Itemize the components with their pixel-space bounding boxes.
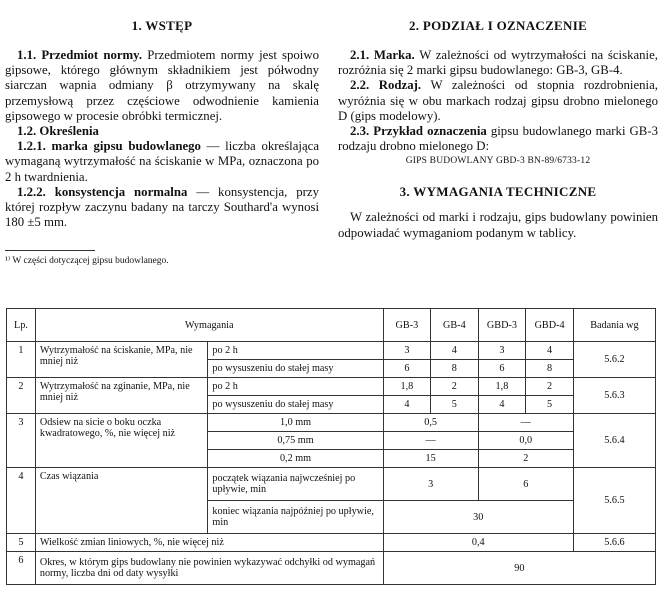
table-row xyxy=(7,552,656,585)
header-gb4: GB-4 xyxy=(431,309,478,342)
para-2-3-text: gipsu budowlanego marki GB-3 rodzaju drobno mielonego D: xyxy=(338,124,658,154)
header-lp: Lp. xyxy=(7,309,36,342)
condition: po 2 h xyxy=(208,378,383,396)
condition: po wysuszeniu do stałej masy xyxy=(208,360,383,378)
value-gbd4: 5 xyxy=(526,396,574,414)
value-gb: 3 xyxy=(383,468,478,501)
value-gb4: 2 xyxy=(431,378,478,396)
condition: koniec wiązania najpóźniej po upływie, min xyxy=(208,501,383,534)
value-gbd4: 8 xyxy=(526,360,574,378)
condition: po 2 h xyxy=(208,342,383,360)
value-gb3: 3 xyxy=(383,342,430,360)
para-1-2-1-bold: marka gipsu budowlanego xyxy=(51,139,201,154)
requirement-name: Odsiew na sicie o boku oczka kwadratowego, %, nie więcej niż xyxy=(35,414,208,468)
para-2-1-num: 2.1. xyxy=(350,48,370,62)
para-2-1-bold: Marka. xyxy=(373,48,415,62)
sieve-size: 0,2 mm xyxy=(208,450,383,468)
sieve-size: 1,0 mm xyxy=(208,414,383,432)
para-2-2 xyxy=(338,78,658,124)
para-1-2-bold: Określenia xyxy=(39,124,99,139)
para-2-1-text: W zależności od wytrzymałości na ściskanie, rozróżnia się 2 marki gipsu budowlanego: GB-3, GB-4. xyxy=(338,48,658,78)
header-requirements: Wymagania xyxy=(35,309,383,342)
table-row xyxy=(7,534,656,552)
para-1-2-2 xyxy=(5,185,319,231)
test-method: 5.6.4 xyxy=(573,414,655,468)
table-header-row xyxy=(7,309,656,342)
requirements-table xyxy=(6,308,656,585)
value-gbd3: 1,8 xyxy=(478,378,526,396)
left-column xyxy=(5,0,319,266)
value-gb3: 1,8 xyxy=(383,378,430,396)
test-method: 5.6.3 xyxy=(573,378,655,414)
table-row xyxy=(7,378,656,396)
para-2-2-text: W zależności od stopnia rozdrobnienia, wyróżnia się w obu markach rodzaj gipsu drobno mielonego D (gips modelowy). xyxy=(338,78,658,123)
sieve-size: 0,75 mm xyxy=(208,432,383,450)
requirement-name: Wytrzymałość na zginanie, MPa, nie mniej niż xyxy=(35,378,208,414)
value-gbd: — xyxy=(478,414,573,432)
para-2-2-bold: Rodzaj. xyxy=(378,78,422,93)
value-gbd3: 6 xyxy=(478,360,526,378)
row-number: 3 xyxy=(7,414,36,468)
para-2-2-num: 2.2. xyxy=(350,78,370,93)
para-1-2 xyxy=(5,124,319,139)
value-gb: 15 xyxy=(383,450,478,468)
designation-example: GIPS BUDOWLANY GBD-3 BN-89/6733-12 xyxy=(405,156,591,167)
para-1-2-2-text: — konsystencja, przy której rozpływ zaczynu badany na tarczy Southard'a wynosi 180 ±5 mm. xyxy=(5,184,320,230)
para-3: W zależności od marki i rodzaju, gips budowlany powinien odpowiadać wymaganiom podanym w tablicy. xyxy=(338,210,658,240)
table-row xyxy=(7,468,656,501)
requirement-name: Wielkość zmian liniowych, %, nie więcej niż xyxy=(35,534,383,552)
value-gb: — xyxy=(383,432,478,450)
test-method: 5.6.6 xyxy=(573,534,655,552)
value-gb4: 5 xyxy=(431,396,478,414)
footnote: ¹⁾ W części dotyczącej gipsu budowlanego. xyxy=(5,256,169,267)
value-gb3: 6 xyxy=(383,360,430,378)
row-number: 4 xyxy=(7,468,36,534)
value-gbd4: 4 xyxy=(526,342,574,360)
value-gbd3: 4 xyxy=(478,396,526,414)
right-column xyxy=(338,0,658,241)
section-1-heading: 1. WSTĘP xyxy=(131,18,193,33)
value-all: 30 xyxy=(383,501,573,534)
value-gb4: 4 xyxy=(431,342,478,360)
value-all: 0,4 xyxy=(383,534,573,552)
header-gbd3: GBD-3 xyxy=(478,309,526,342)
header-test-method: Badania wg xyxy=(573,309,655,342)
para-2-3 xyxy=(338,124,658,154)
header-gbd4: GBD-4 xyxy=(526,309,574,342)
value-gb: 0,5 xyxy=(383,414,478,432)
para-1-2-num: 1.2. xyxy=(17,124,37,139)
row-number: 2 xyxy=(7,378,36,414)
requirement-name: Czas wiązania xyxy=(35,468,208,534)
value-gbd: 2 xyxy=(478,450,573,468)
para-1-1 xyxy=(5,48,319,124)
para-1-2-1 xyxy=(5,139,319,185)
value-gb4: 8 xyxy=(431,360,478,378)
row-number: 5 xyxy=(7,534,36,552)
condition: po wysuszeniu do stałej masy xyxy=(208,396,383,414)
table-row xyxy=(7,414,656,432)
para-1-2-2-bold: konsystencja normalna xyxy=(54,184,188,199)
value-gb3: 4 xyxy=(383,396,430,414)
para-1-1-num: 1.1. xyxy=(17,48,37,62)
para-1-1-text: Przedmiotem normy jest spoiwo gipsowe, którego głównym składnikiem jest półwodny siarczan wapnia odmiany β otrzymywany na skalę przemysłową przez częściowe odwodnienie kamienia gipsowego w procesie obróbki termicznej. xyxy=(5,48,320,123)
para-1-2-1-num: 1.2.1. xyxy=(17,139,46,154)
para-1-2-1-text: — liczba określająca wymaganą wytrzymałość na ściskanie w MPa, oznaczona po 2 h twardnienia. xyxy=(5,139,319,184)
value-gbd: 6 xyxy=(478,468,573,501)
condition: początek wiązania najwcześniej po upływie, min xyxy=(208,468,383,501)
para-2-1 xyxy=(338,48,658,78)
para-2-3-bold: Przykład oznaczenia xyxy=(373,124,487,139)
header-gb3: GB-3 xyxy=(383,309,430,342)
value-gbd: 0,0 xyxy=(478,432,573,450)
para-2-3-num: 2.3. xyxy=(350,124,370,139)
row-number: 1 xyxy=(7,342,36,378)
para-1-1-bold: Przedmiot normy. xyxy=(41,48,143,62)
footnote-divider xyxy=(5,250,95,251)
section-3-heading: 3. WYMAGANIA TECHNICZNE xyxy=(399,184,597,200)
para-1-2-2-num: 1.2.2. xyxy=(17,184,46,199)
test-method: 5.6.2 xyxy=(573,342,655,378)
requirement-name: Wytrzymałość na ściskanie, MPa, nie mniej niż xyxy=(35,342,208,378)
test-method: 5.6.5 xyxy=(573,468,655,534)
row-number: 6 xyxy=(7,552,36,585)
value-gbd4: 2 xyxy=(526,378,574,396)
value-all: 90 xyxy=(383,552,655,585)
requirement-name: Okres, w którym gips budowlany nie powinien wykazywać odchyłki od wymagań normy, liczba dni od daty wysyłki xyxy=(35,552,383,585)
section-2-heading: 2. PODZIAŁ I OZNACZENIE xyxy=(408,18,588,33)
table-row xyxy=(7,342,656,360)
value-gbd3: 3 xyxy=(478,342,526,360)
